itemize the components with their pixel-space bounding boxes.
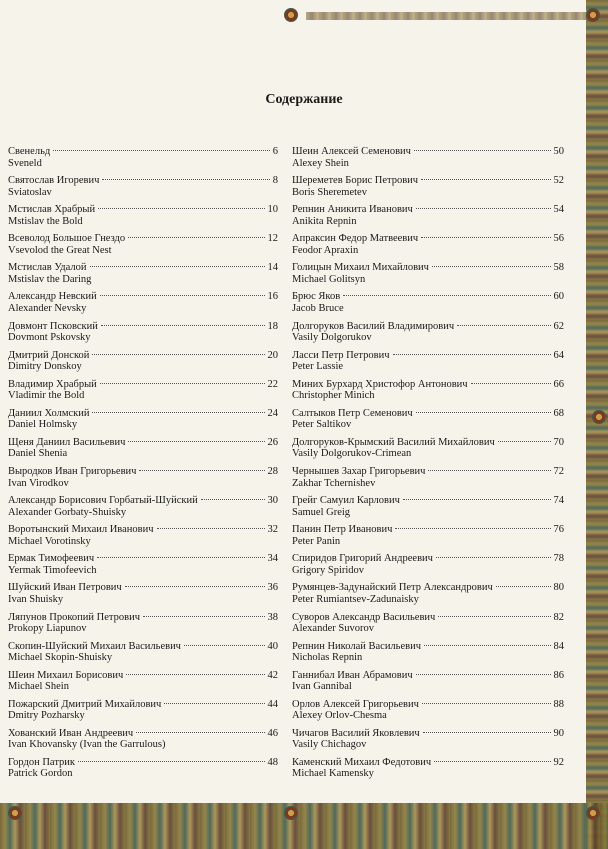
entry-english-name: Ivan Khovansky (Ivan the Garrulous) (8, 739, 166, 751)
toc-entry[interactable] (8, 582, 278, 611)
entry-page-number: 44 (267, 698, 278, 710)
entry-english-name: Alexey Shein (292, 157, 349, 169)
leader-dots (101, 325, 265, 326)
entry-english-name: Grigory Spiridov (292, 564, 365, 576)
entry-page-number: 34 (267, 553, 278, 565)
leader-dots (424, 645, 551, 646)
toc-entry[interactable] (292, 233, 564, 262)
entry-page-number: 90 (553, 727, 564, 739)
entry-english-name: Peter Saltikov (292, 419, 352, 431)
entry-russian-name: Даниил Холмский (8, 407, 90, 419)
entry-russian-name: Долгоруков Василий Владимирович (292, 320, 455, 332)
entry-english-name: Sveneld (8, 157, 42, 169)
entry-english-name: Michael Vorotinsky (8, 535, 91, 547)
toc-entry[interactable] (8, 291, 278, 320)
entry-russian-name: Ганнибал Иван Абрамович (292, 669, 413, 681)
ornament-bottom-border (0, 803, 608, 849)
entry-english-name: Michael Shein (8, 681, 69, 693)
entry-russian-name: Всеволод Большое Гнездо (8, 233, 126, 245)
entry-english-name: Peter Panin (292, 535, 341, 547)
entry-page-number: 30 (267, 495, 278, 507)
toc-entry[interactable] (292, 262, 564, 291)
entry-page-number: 86 (553, 669, 564, 681)
toc-entry[interactable] (292, 670, 564, 699)
entry-english-name: Alexander Suvorov (292, 623, 374, 634)
entry-page-number: 66 (553, 378, 564, 390)
entry-english-name: Mstislav the Bold (8, 215, 83, 227)
leader-dots (126, 674, 264, 675)
leader-dots (395, 528, 550, 529)
toc-entry[interactable] (8, 437, 278, 466)
entry-page-number: 92 (553, 756, 564, 768)
entry-english-name: Anikita Repnin (292, 215, 357, 227)
toc-entry[interactable] (292, 204, 564, 233)
ornament-top-strip (306, 12, 586, 20)
rosette-icon (586, 806, 600, 820)
entry-russian-name: Владимир Храбрый (8, 378, 97, 390)
entry-russian-name: Ласси Петр Петрович (292, 349, 390, 361)
leader-dots (496, 586, 551, 587)
entry-page-number: 24 (267, 407, 278, 419)
toc-entry[interactable] (8, 612, 278, 641)
leader-dots (416, 674, 551, 675)
toc-entry[interactable] (292, 495, 564, 524)
entry-russian-name: Ляпунов Прокопий Петрович (8, 611, 140, 623)
toc-entry[interactable] (8, 524, 278, 553)
entry-russian-name: Спиридов Григорий Андреевич (292, 553, 433, 565)
entry-russian-name: Выродков Иван Григорьевич (8, 466, 137, 478)
entry-russian-name: Грейг Самуил Карлович (292, 495, 400, 507)
entry-english-name: Vsevolod the Great Nest (8, 244, 112, 256)
rosette-icon (284, 8, 298, 22)
leader-dots (434, 761, 550, 762)
toc-entry[interactable] (8, 350, 278, 379)
rosette-icon (592, 410, 606, 424)
toc-right-column (292, 146, 564, 786)
entry-page-number: 28 (267, 466, 278, 478)
toc-entry[interactable] (292, 728, 564, 757)
entry-english-name: Mstislav the Daring (8, 273, 92, 285)
toc-entry[interactable] (292, 350, 564, 379)
entry-page-number: 22 (267, 378, 278, 390)
leader-dots (414, 150, 551, 151)
entry-english-name: Michael Kamensky (292, 768, 374, 780)
entry-page-number: 80 (553, 582, 564, 594)
entry-russian-name: Чичагов Василий Яковлевич (292, 727, 420, 739)
leader-dots (432, 266, 551, 267)
entry-russian-name: Шеин Михаил Борисович (8, 669, 124, 681)
entry-russian-name: Брюс Яков (292, 291, 341, 303)
leader-dots (53, 150, 270, 151)
entry-page-number: 6 (272, 146, 278, 157)
toc-entry[interactable] (292, 408, 564, 437)
leader-dots (128, 237, 264, 238)
leader-dots (428, 470, 550, 471)
entry-page-number: 88 (553, 698, 564, 710)
entry-page-number: 82 (553, 611, 564, 623)
entry-english-name: Boris Sheremetev (292, 186, 367, 198)
leader-dots (421, 237, 550, 238)
toc-entry[interactable] (292, 175, 564, 204)
entry-russian-name: Апраксин Федор Матвеевич (292, 233, 419, 245)
entry-russian-name: Суворов Александр Васильевич (292, 611, 436, 623)
rosette-icon (8, 806, 22, 820)
entry-english-name: Dimitry Donskoy (8, 361, 82, 373)
toc-entry[interactable] (8, 670, 278, 699)
toc-entry[interactable] (292, 612, 564, 641)
leader-dots (422, 703, 551, 704)
entry-english-name: Yermak Timofeevich (8, 564, 97, 576)
leader-dots (343, 295, 550, 296)
leader-dots (98, 208, 264, 209)
toc-entry[interactable] (8, 146, 278, 175)
entry-english-name: Nicholas Repnin (292, 652, 363, 664)
leader-dots (436, 557, 551, 558)
toc-entry[interactable] (292, 641, 564, 670)
entry-russian-name: Довмонт Псковский (8, 320, 98, 332)
entry-russian-name: Хованский Иван Андреевич (8, 727, 134, 739)
entry-russian-name: Александр Невский (8, 291, 97, 303)
toc-entry[interactable] (8, 233, 278, 262)
leader-dots (393, 354, 551, 355)
toc-entry[interactable] (292, 582, 564, 611)
entry-russian-name: Свенельд (8, 146, 51, 157)
entry-russian-name: Мстислав Удалой (8, 262, 87, 274)
entry-page-number: 8 (272, 175, 278, 187)
toc-entry[interactable] (292, 321, 564, 350)
rosette-icon (586, 8, 600, 22)
leader-dots (471, 383, 551, 384)
entry-page-number: 20 (267, 349, 278, 361)
entry-russian-name: Гордон Патрик (8, 756, 76, 768)
entry-english-name: Jacob Bruce (292, 302, 344, 314)
toc-left-column (8, 146, 278, 786)
leader-dots (423, 732, 551, 733)
entry-english-name: Vasily Chichagov (292, 739, 367, 751)
leader-dots (92, 412, 264, 413)
leader-dots (416, 208, 551, 209)
leader-dots (102, 179, 269, 180)
toc-entry[interactable] (292, 553, 564, 582)
leader-dots (139, 470, 264, 471)
leader-dots (92, 354, 264, 355)
entry-page-number: 10 (267, 204, 278, 216)
entry-english-name: Zakhar Tchernishev (292, 477, 376, 489)
leader-dots (97, 557, 264, 558)
entry-page-number: 40 (267, 640, 278, 652)
entry-russian-name: Салтыков Петр Семенович (292, 407, 413, 419)
entry-english-name: Ivan Virodkov (8, 477, 69, 489)
leader-dots (157, 528, 265, 529)
leader-dots (184, 645, 265, 646)
entry-page-number: 62 (553, 320, 564, 332)
leader-dots (136, 732, 264, 733)
entry-russian-name: Чернышев Захар Григорьевич (292, 466, 426, 478)
entry-russian-name: Голицын Михаил Михайлович (292, 262, 429, 274)
entry-page-number: 50 (553, 146, 564, 157)
toc-entry[interactable] (8, 379, 278, 408)
entry-russian-name: Шеин Алексей Семенович (292, 146, 411, 157)
entry-page-number: 56 (553, 233, 564, 245)
toc-entry[interactable] (8, 495, 278, 524)
entry-page-number: 60 (553, 291, 564, 303)
leader-dots (421, 179, 550, 180)
entry-english-name: Alexey Orlov-Chesma (292, 710, 387, 722)
entry-russian-name: Шереметев Борис Петрович (292, 175, 419, 187)
entry-english-name: Dovmont Pskovsky (8, 332, 91, 344)
entry-page-number: 54 (553, 204, 564, 216)
entry-page-number: 42 (267, 669, 278, 681)
leader-dots (201, 499, 265, 500)
entry-english-name: Ivan Gannibal (292, 681, 352, 693)
leader-dots (100, 295, 265, 296)
toc-entry[interactable] (292, 379, 564, 408)
entry-english-name: Patrick Gordon (8, 768, 73, 780)
entry-russian-name: Долгоруков-Крымский Василий Михайлович (292, 436, 495, 448)
entry-english-name: Samuel Greig (292, 506, 351, 518)
entry-page-number: 64 (553, 349, 564, 361)
leader-dots (143, 616, 265, 617)
entry-page-number: 48 (267, 756, 278, 768)
entry-russian-name: Румянцев-Задунайский Петр Александрович (292, 582, 493, 594)
leader-dots (416, 412, 551, 413)
page-title: Содержание (265, 92, 343, 107)
toc-entry[interactable] (8, 553, 278, 582)
rosette-icon (284, 806, 298, 820)
entry-russian-name: Воротынский Михаил Иванович (8, 524, 154, 536)
entry-russian-name: Миних Бурхард Христофор Антонович (292, 378, 468, 390)
entry-russian-name: Каменский Михаил Федотович (292, 756, 432, 768)
leader-dots (438, 616, 550, 617)
entry-english-name: Ivan Shuisky (8, 593, 64, 605)
leader-dots (125, 586, 265, 587)
entry-english-name: Christopher Minich (292, 390, 375, 402)
toc-entry[interactable] (8, 641, 278, 670)
entry-russian-name: Александр Борисович Горбатый-Шуйский (8, 495, 198, 507)
entry-english-name: Vasily Dolgorukov-Crimean (292, 448, 412, 460)
entry-english-name: Daniel Shenia (8, 448, 68, 460)
entry-english-name: Alexander Nevsky (8, 302, 87, 314)
toc-entry[interactable] (8, 699, 278, 728)
entry-page-number: 16 (267, 291, 278, 303)
leader-dots (457, 325, 550, 326)
entry-russian-name: Шуйский Иван Петрович (8, 582, 122, 594)
entry-page-number: 72 (553, 466, 564, 478)
entry-page-number: 52 (553, 175, 564, 187)
entry-russian-name: Репнин Николай Васильевич (292, 640, 421, 652)
entry-english-name: Vladimir the Bold (8, 390, 85, 402)
leader-dots (128, 441, 264, 442)
entry-russian-name: Скопин-Шуйский Михаил Васильевич (8, 640, 181, 652)
entry-english-name: Sviatoslav (8, 186, 52, 198)
entry-page-number: 78 (553, 553, 564, 565)
entry-english-name: Peter Lassie (292, 361, 344, 373)
toc-entry[interactable] (292, 291, 564, 320)
entry-english-name: Feodor Apraxin (292, 244, 359, 256)
toc-entry[interactable] (292, 437, 564, 466)
entry-english-name: Michael Golitsyn (292, 273, 366, 285)
entry-page-number: 26 (267, 436, 278, 448)
entry-english-name: Alexander Gorbaty-Shuisky (8, 506, 127, 518)
toc-entry[interactable] (8, 262, 278, 291)
entry-russian-name: Панин Петр Иванович (292, 524, 393, 536)
entry-english-name: Daniel Holmsky (8, 419, 78, 431)
entry-russian-name: Святослав Игоревич (8, 175, 100, 187)
entry-page-number: 12 (267, 233, 278, 245)
leader-dots (403, 499, 551, 500)
entry-page-number: 68 (553, 407, 564, 419)
entry-page-number: 84 (553, 640, 564, 652)
toc-entry[interactable] (8, 757, 278, 786)
entry-page-number: 38 (267, 611, 278, 623)
toc-entry[interactable] (8, 321, 278, 350)
entry-russian-name: Репнин Аникита Иванович (292, 204, 413, 216)
entry-russian-name: Мстислав Храбрый (8, 204, 96, 216)
toc-entry[interactable] (8, 466, 278, 495)
entry-russian-name: Ермак Тимофеевич (8, 553, 95, 565)
entry-russian-name: Орлов Алексей Григорьевич (292, 698, 419, 710)
entry-page-number: 58 (553, 262, 564, 274)
entry-page-number: 74 (553, 495, 564, 507)
ornament-right-border (586, 0, 608, 849)
entry-russian-name: Пожарский Дмитрий Михайлович (8, 698, 162, 710)
entry-page-number: 18 (267, 320, 278, 332)
toc-entry[interactable] (8, 204, 278, 233)
entry-page-number: 14 (267, 262, 278, 274)
leader-dots (164, 703, 264, 704)
leader-dots (100, 383, 265, 384)
entry-english-name: Vasily Dolgorukov (292, 332, 372, 344)
leader-dots (90, 266, 265, 267)
leader-dots (78, 761, 264, 762)
entry-english-name: Michael Skopin-Shuisky (8, 652, 113, 664)
toc-entry[interactable] (292, 699, 564, 728)
entry-english-name: Prokopy Liapunov (8, 623, 87, 634)
toc-entry[interactable] (8, 175, 278, 204)
entry-page-number: 46 (267, 727, 278, 739)
toc-entry[interactable] (8, 728, 278, 757)
entry-russian-name: Дмитрий Донской (8, 349, 90, 361)
entry-english-name: Peter Rumiantsev-Zadunaisky (292, 593, 419, 605)
toc-entry[interactable] (292, 524, 564, 553)
entry-page-number: 36 (267, 582, 278, 594)
toc-entry[interactable] (292, 757, 564, 786)
toc-entry[interactable] (292, 466, 564, 495)
toc-entry[interactable] (292, 146, 564, 175)
entry-page-number: 70 (553, 436, 564, 448)
entry-page-number: 76 (553, 524, 564, 536)
entry-english-name: Dmitry Pozharsky (8, 710, 85, 722)
entry-page-number: 32 (267, 524, 278, 536)
toc-entry[interactable] (8, 408, 278, 437)
leader-dots (498, 441, 551, 442)
entry-russian-name: Щеня Даниил Васильевич (8, 436, 126, 448)
